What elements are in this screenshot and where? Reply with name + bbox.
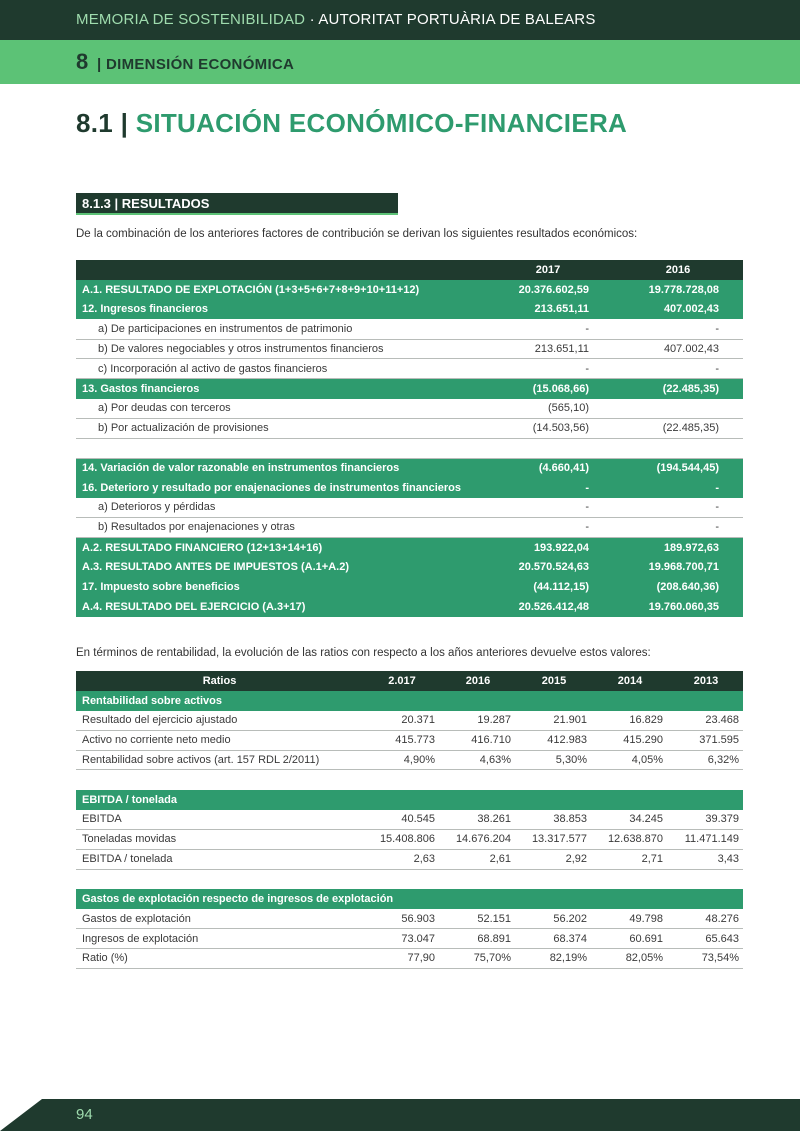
label-cell: A.1. RESULTADO DE EXPLOTACIÓN (1+3+5+6+7+8+9+10+11+12) — [76, 280, 483, 300]
value-cell: 40.545 — [363, 810, 439, 830]
label-cell: a) Deterioros y pérdidas — [76, 498, 483, 518]
label-cell: b) Por actualización de provisiones — [76, 418, 483, 438]
label-cell: 12. Ingresos financieros — [76, 300, 483, 320]
value-cell: 4,63% — [439, 750, 515, 770]
value-cell: - — [613, 518, 743, 538]
value-cell: 4,05% — [591, 750, 667, 770]
header-separator: · — [309, 11, 315, 28]
value-cell: 73,54% — [667, 949, 743, 969]
column-header-label — [76, 260, 483, 280]
table-row — [76, 478, 743, 498]
top-header-bar — [0, 0, 800, 40]
spacer-cell — [76, 770, 743, 790]
section-title-cell: Gastos de explotación respecto de ingresos de explotación — [76, 889, 743, 909]
section-title: SITUACIÓN ECONÓMICO-FINANCIERA — [135, 108, 628, 138]
value-cell: 16.829 — [591, 711, 667, 731]
value-cell: 412.983 — [515, 730, 591, 750]
value-cell: 4,90% — [363, 750, 439, 770]
value-cell: 60.691 — [591, 929, 667, 949]
value-cell: 11.471.149 — [667, 830, 743, 850]
value-cell: - — [483, 498, 613, 518]
value-cell: 2,63 — [363, 849, 439, 869]
value-cell: (22.485,35) — [613, 418, 743, 438]
value-cell: - — [613, 478, 743, 498]
column-header: 2016 — [439, 671, 515, 691]
value-cell: 38.853 — [515, 810, 591, 830]
value-cell: - — [613, 359, 743, 379]
table-row — [76, 810, 743, 830]
value-cell: 2,61 — [439, 849, 515, 869]
value-cell: 213.651,11 — [483, 339, 613, 359]
spacer-row — [76, 770, 743, 790]
value-cell: 68.891 — [439, 929, 515, 949]
value-cell: 5,30% — [515, 750, 591, 770]
table-row — [76, 379, 743, 399]
value-cell: 13.317.577 — [515, 830, 591, 850]
value-cell: - — [613, 319, 743, 339]
column-header: 2014 — [591, 671, 667, 691]
value-cell: 68.374 — [515, 929, 591, 949]
value-cell: 77,90 — [363, 949, 439, 969]
label-cell: a) De participaciones en instrumentos de patrimonio — [76, 319, 483, 339]
page-footer — [0, 1099, 800, 1131]
value-cell: 3,43 — [667, 849, 743, 869]
table-row — [76, 418, 743, 438]
label-cell: 17. Impuesto sobre beneficios — [76, 577, 483, 597]
value-cell: 213.651,11 — [483, 300, 613, 320]
table-row — [76, 711, 743, 731]
value-cell: 15.408.806 — [363, 830, 439, 850]
section-title-cell: EBITDA / tonelada — [76, 790, 743, 810]
column-header: 2017 — [483, 260, 613, 280]
value-cell: 48.276 — [667, 909, 743, 929]
value-cell: 19.968.700,71 — [613, 557, 743, 577]
results-intro: De la combinación de los anteriores factores de contribución se derivan los siguientes resultados económicos: — [76, 228, 638, 240]
table-row — [76, 577, 743, 597]
value-cell — [613, 438, 743, 458]
label-cell: A.3. RESULTADO ANTES DE IMPUESTOS (A.1+A.2) — [76, 557, 483, 577]
ratios-intro: En términos de rentabilidad, la evolución de las ratios con respecto a los años anteriores devuelve estos valores: — [76, 647, 651, 659]
label-cell: 16. Deterioro y resultado por enajenaciones de instrumentos financieros — [76, 478, 483, 498]
section-separator: | — [120, 108, 129, 138]
section-title-cell: Rentabilidad sobre activos — [76, 691, 743, 711]
value-cell: 49.798 — [591, 909, 667, 929]
label-cell: b) De valores negociables y otros instrumentos financieros — [76, 339, 483, 359]
spacer-row — [76, 869, 743, 889]
label-cell: Toneladas movidas — [76, 830, 363, 850]
table-row — [76, 849, 743, 869]
subsection-heading: 8.1.3 | RESULTADOS — [76, 193, 398, 215]
table-row — [76, 597, 743, 617]
value-cell: 371.595 — [667, 730, 743, 750]
table-row — [76, 730, 743, 750]
table-row — [76, 300, 743, 320]
value-cell: 416.710 — [439, 730, 515, 750]
value-cell: 20.526.412,48 — [483, 597, 613, 617]
value-cell: (44.112,15) — [483, 577, 613, 597]
value-cell: 82,19% — [515, 949, 591, 969]
chapter-number: 8 — [76, 49, 89, 74]
label-cell — [76, 438, 483, 458]
table-row — [76, 339, 743, 359]
label-cell: A.4. RESULTADO DEL EJERCICIO (A.3+17) — [76, 597, 483, 617]
value-cell: 20.371 — [363, 711, 439, 731]
ratios-table — [76, 671, 743, 969]
value-cell: - — [483, 518, 613, 538]
value-cell: 21.901 — [515, 711, 591, 731]
value-cell: 65.643 — [667, 929, 743, 949]
value-cell: 23.468 — [667, 711, 743, 731]
value-cell: - — [483, 319, 613, 339]
organization-name: AUTORITAT PORTUÀRIA DE BALEARS — [318, 11, 596, 28]
section-header-row — [76, 691, 743, 711]
label-cell: 14. Variación de valor razonable en instrumentos financieros — [76, 458, 483, 478]
chapter-title: DIMENSIÓN ECONÓMICA — [105, 56, 295, 73]
table-header-row — [76, 671, 743, 691]
value-cell: 20.376.602,59 — [483, 280, 613, 300]
results-table — [76, 260, 743, 617]
footer-wedge — [0, 1099, 42, 1131]
label-cell: A.2. RESULTADO FINANCIERO (12+13+14+16) — [76, 537, 483, 557]
value-cell: 52.151 — [439, 909, 515, 929]
value-cell: 73.047 — [363, 929, 439, 949]
label-cell: EBITDA — [76, 810, 363, 830]
column-header: 2013 — [667, 671, 743, 691]
value-cell: 38.261 — [439, 810, 515, 830]
value-cell: (194.544,45) — [613, 458, 743, 478]
value-cell: - — [483, 478, 613, 498]
table-row — [76, 458, 743, 478]
table-row — [76, 750, 743, 770]
value-cell: 56.903 — [363, 909, 439, 929]
value-cell: 407.002,43 — [613, 339, 743, 359]
label-cell: 13. Gastos financieros — [76, 379, 483, 399]
value-cell: (565,10) — [483, 399, 613, 419]
label-cell: b) Resultados por enajenaciones y otras — [76, 518, 483, 538]
table-row — [76, 399, 743, 419]
label-cell: Rentabilidad sobre activos (art. 157 RDL 2/2011) — [76, 750, 363, 770]
value-cell: 19.778.728,08 — [613, 280, 743, 300]
value-cell: 2,71 — [591, 849, 667, 869]
table-row — [76, 537, 743, 557]
value-cell: - — [483, 359, 613, 379]
value-cell: 56.202 — [515, 909, 591, 929]
value-cell: 407.002,43 — [613, 300, 743, 320]
section-number: 8.1 — [76, 108, 114, 138]
table-header-row — [76, 260, 743, 280]
label-cell: Activo no corriente neto medio — [76, 730, 363, 750]
table-row — [76, 280, 743, 300]
table-row — [76, 909, 743, 929]
column-header: 2015 — [515, 671, 591, 691]
report-title: MEMORIA DE SOSTENIBILIDAD — [76, 11, 306, 28]
column-header: 2.017 — [363, 671, 439, 691]
value-cell — [483, 438, 613, 458]
label-cell: Gastos de explotación — [76, 909, 363, 929]
value-cell: (208.640,36) — [613, 577, 743, 597]
label-cell: EBITDA / tonelada — [76, 849, 363, 869]
label-cell: Ratio (%) — [76, 949, 363, 969]
value-cell: 20.570.524,63 — [483, 557, 613, 577]
chapter-separator: | — [97, 56, 102, 73]
table-row — [76, 518, 743, 538]
column-header: 2016 — [613, 260, 743, 280]
label-cell: Ingresos de explotación — [76, 929, 363, 949]
table-row — [76, 498, 743, 518]
value-cell: (15.068,66) — [483, 379, 613, 399]
table-row — [76, 359, 743, 379]
table-row — [76, 319, 743, 339]
table-row — [76, 929, 743, 949]
table-row — [76, 949, 743, 969]
section-heading — [76, 108, 627, 139]
value-cell: (14.503,56) — [483, 418, 613, 438]
value-cell: 39.379 — [667, 810, 743, 830]
value-cell: 75,70% — [439, 949, 515, 969]
value-cell: (4.660,41) — [483, 458, 613, 478]
chapter-bar — [0, 40, 800, 84]
value-cell: 2,92 — [515, 849, 591, 869]
section-header-row — [76, 790, 743, 810]
value-cell: - — [613, 498, 743, 518]
label-cell: Resultado del ejercicio ajustado — [76, 711, 363, 731]
value-cell: 189.972,63 — [613, 537, 743, 557]
value-cell: 415.290 — [591, 730, 667, 750]
value-cell: (22.485,35) — [613, 379, 743, 399]
value-cell: 34.245 — [591, 810, 667, 830]
value-cell: 82,05% — [591, 949, 667, 969]
value-cell: 193.922,04 — [483, 537, 613, 557]
value-cell: 415.773 — [363, 730, 439, 750]
column-header: Ratios — [76, 671, 363, 691]
spacer-cell — [76, 869, 743, 889]
value-cell: 14.676.204 — [439, 830, 515, 850]
table-row — [76, 830, 743, 850]
table-row — [76, 557, 743, 577]
value-cell — [613, 399, 743, 419]
spacer-row — [76, 438, 743, 458]
label-cell: a) Por deudas con terceros — [76, 399, 483, 419]
label-cell: c) Incorporación al activo de gastos financieros — [76, 359, 483, 379]
section-header-row — [76, 889, 743, 909]
value-cell: 6,32% — [667, 750, 743, 770]
value-cell: 12.638.870 — [591, 830, 667, 850]
value-cell: 19.287 — [439, 711, 515, 731]
page-number: 94 — [76, 1106, 93, 1123]
value-cell: 19.760.060,35 — [613, 597, 743, 617]
